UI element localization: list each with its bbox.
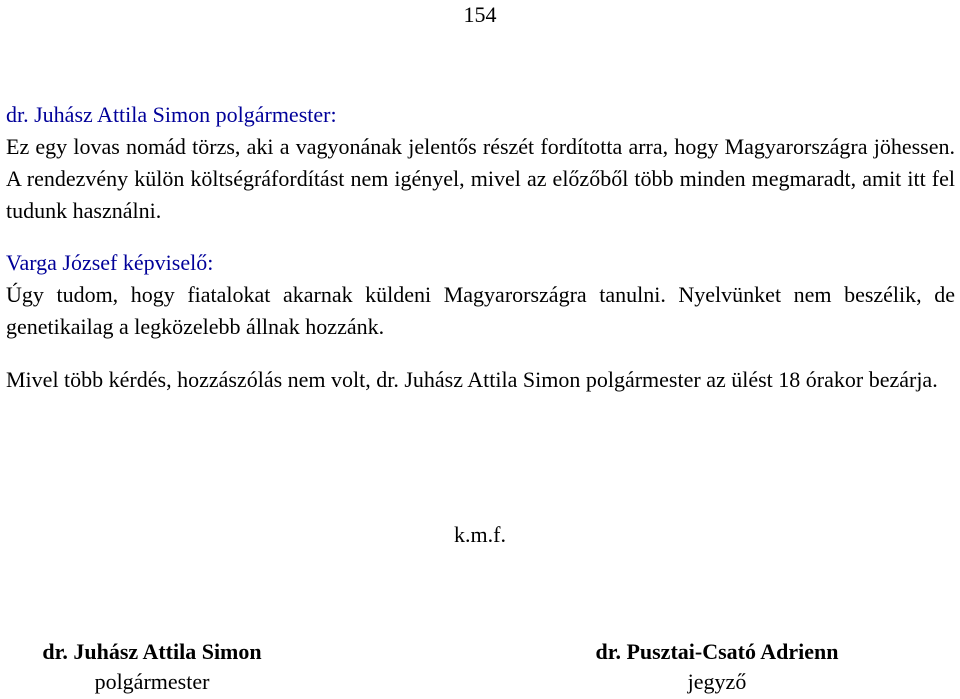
representative-statement: Úgy tudom, hogy fiatalokat akarnak küldeni Magyarországra tanulni. Nyelvünket nem beszélik, de genetikailag a legközelebb állnak hozzánk. (6, 282, 955, 339)
signature-title: polgármester (94, 669, 210, 694)
spacer (6, 227, 955, 247)
mayor-statement: Ez egy lovas nomád törzs, aki a vagyonának jelentős részét fordította arra, hogy Magyarországra jöhessen. A rendezvény külön költségráfordítást nem igényel, mivel az előzőből több minden megmaradt, amit itt fel tudunk használni. (6, 134, 955, 223)
signature-block-mayor (12, 637, 292, 697)
kmf-mark: k.m.f. (454, 522, 506, 547)
document-body (6, 99, 955, 396)
signature-block-notary (572, 637, 862, 697)
page-number: 154 (463, 2, 497, 27)
signature-name: dr. Juhász Attila Simon (42, 639, 262, 664)
spacer (6, 343, 955, 364)
signature-name: dr. Pusztai-Csató Adrienn (595, 639, 839, 664)
signature-title: jegyző (687, 669, 747, 694)
speaker-heading-representative: Varga József képviselő: (6, 250, 214, 275)
speaker-heading-mayor: dr. Juhász Attila Simon polgármester: (6, 102, 337, 127)
closing-statement: Mivel több kérdés, hozzászólás nem volt, dr. Juhász Attila Simon polgármester az ülést 18 órakor bezárja. (6, 367, 938, 392)
